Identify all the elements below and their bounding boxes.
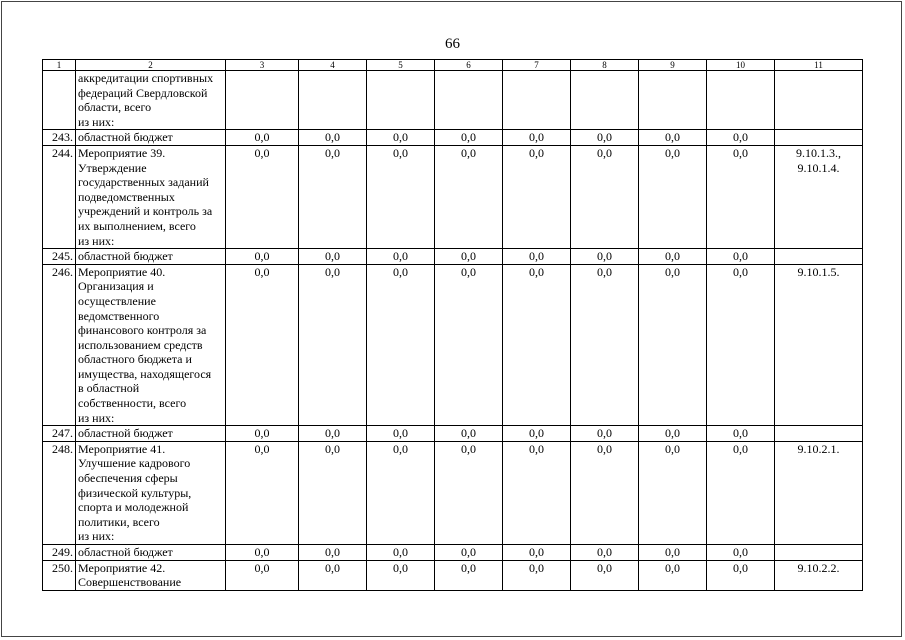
- value-cell: 0,0: [639, 130, 707, 146]
- value-cell: 0,0: [435, 264, 503, 426]
- activity-name-line: финансового контроля за: [78, 323, 207, 338]
- value-cell: 0,0: [503, 545, 571, 561]
- value-cell: 0,0: [503, 426, 571, 442]
- target-reference: [775, 426, 863, 442]
- value-cell: 0,0: [707, 560, 775, 590]
- activity-name: [76, 71, 226, 130]
- activity-name-line: областного бюджета и: [78, 352, 192, 367]
- value-cell: [299, 71, 367, 130]
- activity-name: [76, 249, 226, 265]
- target-reference-line: 9.10.1.5.: [797, 264, 840, 279]
- column-header: 11: [775, 60, 863, 71]
- value-cell: [707, 71, 775, 130]
- activity-name-line: Мероприятие 40.: [78, 264, 166, 279]
- value-cell: 0,0: [707, 441, 775, 544]
- activity-name-line: Утверждение: [78, 160, 147, 175]
- value-cell: 0,0: [707, 130, 775, 146]
- activity-name-line: использованием средств: [78, 337, 203, 352]
- value-cell: 0,0: [571, 130, 639, 146]
- value-cell: 0,0: [299, 130, 367, 146]
- target-reference: [775, 545, 863, 561]
- page-number: 66: [445, 36, 460, 52]
- value-cell: 0,0: [639, 560, 707, 590]
- value-cell: 0,0: [639, 145, 707, 248]
- target-reference: [775, 264, 863, 426]
- activity-name-line: подведомственных: [78, 189, 175, 204]
- activity-name-line: из них:: [78, 529, 115, 544]
- table-row: [43, 426, 863, 442]
- value-cell: 0,0: [367, 560, 435, 590]
- value-cell: [226, 71, 299, 130]
- activity-name-line: политики, всего: [78, 514, 160, 529]
- value-cell: 0,0: [571, 441, 639, 544]
- activity-name-line: учреждений и контроль за: [78, 204, 213, 219]
- value-cell: 0,0: [299, 145, 367, 248]
- value-cell: 0,0: [367, 545, 435, 561]
- row-number: 244.: [43, 145, 76, 248]
- value-cell: 0,0: [639, 249, 707, 265]
- value-cell: 0,0: [639, 264, 707, 426]
- value-cell: 0,0: [299, 249, 367, 265]
- value-cell: 0,0: [226, 560, 299, 590]
- value-cell: 0,0: [299, 560, 367, 590]
- value-cell: 0,0: [435, 145, 503, 248]
- value-cell: 0,0: [503, 145, 571, 248]
- value-cell: 0,0: [503, 249, 571, 265]
- value-cell: 0,0: [503, 560, 571, 590]
- value-cell: 0,0: [299, 545, 367, 561]
- table-body: [43, 71, 863, 591]
- value-cell: 0,0: [503, 264, 571, 426]
- value-cell: 0,0: [571, 264, 639, 426]
- value-cell: 0,0: [435, 545, 503, 561]
- column-header: 5: [367, 60, 435, 71]
- table-row: [43, 560, 863, 590]
- column-header: 4: [299, 60, 367, 71]
- target-reference-line: 9.10.1.3.,: [796, 145, 841, 160]
- column-header: 3: [226, 60, 299, 71]
- column-header: 8: [571, 60, 639, 71]
- value-cell: 0,0: [367, 249, 435, 265]
- value-cell: 0,0: [639, 441, 707, 544]
- activity-name-line: Мероприятие 41.: [78, 441, 166, 456]
- row-number: 247.: [43, 426, 76, 442]
- value-cell: 0,0: [503, 441, 571, 544]
- activity-name-line: осуществление: [78, 293, 156, 308]
- column-header: 6: [435, 60, 503, 71]
- activity-name-line: из них:: [78, 114, 115, 129]
- value-cell: 0,0: [226, 145, 299, 248]
- table-row: [43, 145, 863, 248]
- column-header: 2: [76, 60, 226, 71]
- target-reference: [775, 441, 863, 544]
- activity-name-line: Улучшение кадрового: [78, 456, 191, 471]
- row-number: 250.: [43, 560, 76, 590]
- row-number: 248.: [43, 441, 76, 544]
- activity-name: [76, 441, 226, 544]
- target-reference-line: 9.10.2.2.: [797, 560, 840, 575]
- value-cell: [639, 71, 707, 130]
- value-cell: [435, 71, 503, 130]
- activity-name-line: имущества, находящегося: [78, 366, 212, 381]
- activity-name-line: области, всего: [78, 100, 152, 115]
- target-reference-line: 9.10.2.1.: [797, 441, 840, 456]
- column-header: 10: [707, 60, 775, 71]
- row-number: 243.: [43, 130, 76, 146]
- activity-name-line: аккредитации спортивных: [78, 71, 214, 85]
- value-cell: 0,0: [299, 264, 367, 426]
- activity-name: [76, 130, 226, 146]
- value-cell: 0,0: [299, 441, 367, 544]
- activity-name: [76, 145, 226, 248]
- activity-name-line: собственности, всего: [78, 396, 187, 411]
- row-number: 246.: [43, 264, 76, 426]
- value-cell: 0,0: [707, 145, 775, 248]
- table-row: [43, 264, 863, 426]
- value-cell: 0,0: [503, 130, 571, 146]
- activity-name-line: ведомственного: [78, 308, 160, 323]
- activity-name-line: Мероприятие 42.: [78, 560, 166, 575]
- target-reference: [775, 560, 863, 590]
- activity-name-line: федераций Свердловской: [78, 85, 208, 100]
- value-cell: 0,0: [639, 426, 707, 442]
- value-cell: 0,0: [226, 130, 299, 146]
- column-header: 9: [639, 60, 707, 71]
- value-cell: 0,0: [571, 145, 639, 248]
- activity-name: [76, 545, 226, 561]
- value-cell: 0,0: [367, 426, 435, 442]
- value-cell: 0,0: [707, 426, 775, 442]
- activity-name-line: областной бюджет: [78, 249, 173, 264]
- value-cell: 0,0: [707, 264, 775, 426]
- activity-name-line: их выполнением, всего: [78, 218, 196, 233]
- row-number: [43, 71, 76, 130]
- value-cell: 0,0: [226, 545, 299, 561]
- value-cell: 0,0: [299, 426, 367, 442]
- column-header: 1: [43, 60, 76, 71]
- value-cell: 0,0: [571, 249, 639, 265]
- activity-name-line: спорта и молодежной: [78, 500, 189, 515]
- value-cell: [571, 71, 639, 130]
- row-number: 245.: [43, 249, 76, 265]
- target-reference: [775, 249, 863, 265]
- activity-name-line: из них:: [78, 410, 115, 425]
- activity-name-line: областной бюджет: [78, 130, 173, 145]
- value-cell: 0,0: [435, 441, 503, 544]
- value-cell: 0,0: [367, 264, 435, 426]
- value-cell: 0,0: [571, 426, 639, 442]
- column-header: 7: [503, 60, 571, 71]
- activity-name: [76, 264, 226, 426]
- table-row: [43, 71, 863, 130]
- value-cell: 0,0: [226, 426, 299, 442]
- activity-name-line: обеспечения сферы: [78, 471, 178, 486]
- value-cell: 0,0: [707, 545, 775, 561]
- value-cell: 0,0: [571, 545, 639, 561]
- activity-name-line: областной бюджет: [78, 545, 173, 559]
- table-row: [43, 249, 863, 265]
- activity-name: [76, 560, 226, 590]
- column-number-header-row: [43, 60, 863, 71]
- value-cell: [367, 71, 435, 130]
- activity-name-line: Организация и: [78, 279, 154, 294]
- activity-name-line: Мероприятие 39.: [78, 145, 166, 160]
- value-cell: 0,0: [707, 249, 775, 265]
- target-reference: [775, 130, 863, 146]
- value-cell: 0,0: [435, 130, 503, 146]
- activity-name-line: областной бюджет: [78, 426, 173, 441]
- budget-table: [42, 59, 863, 591]
- value-cell: 0,0: [226, 264, 299, 426]
- activity-name-line: в областной: [78, 381, 140, 396]
- target-reference-line: 9.10.1.4.: [797, 160, 840, 175]
- activity-name: [76, 426, 226, 442]
- value-cell: [503, 71, 571, 130]
- target-reference: [775, 145, 863, 248]
- value-cell: 0,0: [639, 545, 707, 561]
- table-row: [43, 545, 863, 561]
- value-cell: 0,0: [571, 560, 639, 590]
- value-cell: 0,0: [367, 145, 435, 248]
- table-row: [43, 130, 863, 146]
- value-cell: 0,0: [435, 249, 503, 265]
- activity-name-line: государственных заданий: [78, 175, 209, 190]
- table-row: [43, 441, 863, 544]
- value-cell: 0,0: [367, 441, 435, 544]
- value-cell: 0,0: [367, 130, 435, 146]
- value-cell: 0,0: [226, 249, 299, 265]
- value-cell: 0,0: [435, 426, 503, 442]
- activity-name-line: из них:: [78, 233, 115, 248]
- value-cell: 0,0: [226, 441, 299, 544]
- target-reference: [775, 71, 863, 130]
- value-cell: 0,0: [435, 560, 503, 590]
- activity-name-line: Совершенствование: [78, 575, 182, 590]
- row-number: 249.: [43, 545, 76, 561]
- activity-name-line: физической культуры,: [78, 485, 192, 500]
